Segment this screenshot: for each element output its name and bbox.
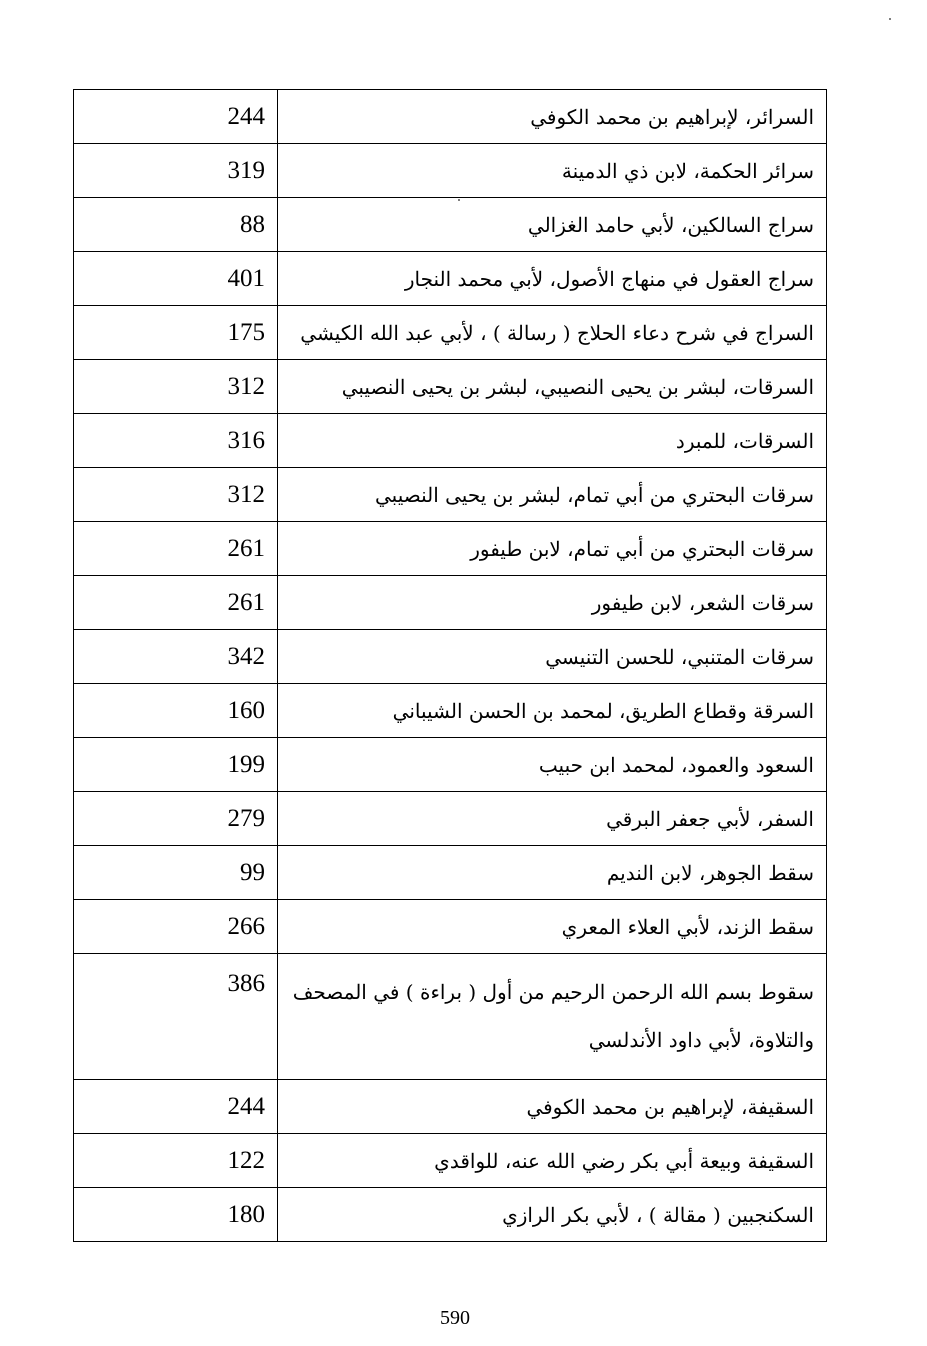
title-cell: سراج السالكين، لأبي حامد الغزالي: [278, 198, 827, 252]
title-cell: سرقات البحتري من أبي تمام، لابن طيفور: [278, 522, 827, 576]
title-cell: السقيفة، لإبراهيم بن محمد الكوفي: [278, 1080, 827, 1134]
index-row: [74, 900, 827, 954]
page-ref-cell: 266: [74, 900, 278, 954]
page-ref-cell: 316: [74, 414, 278, 468]
page-ref-cell: 386: [74, 954, 278, 1080]
index-row: [74, 198, 827, 252]
index-row: [74, 1188, 827, 1242]
scan-speck: [889, 18, 891, 20]
title-cell: سرقات الشعر، لابن طيفور: [278, 576, 827, 630]
index-row: [74, 738, 827, 792]
index-row: [74, 360, 827, 414]
index-row: [74, 90, 827, 144]
page-ref-cell: 261: [74, 576, 278, 630]
index-row: [74, 1134, 827, 1188]
title-cell: سقط الزند، لأبي العلاء المعري: [278, 900, 827, 954]
title-cell: السراج في شرح دعاء الحلاج ( رسالة ) ، لأبي عبد الله الكيشي: [278, 306, 827, 360]
index-row: [74, 306, 827, 360]
title-cell: سرائر الحكمة، لابن ذي الدمينة: [278, 144, 827, 198]
index-row: [74, 576, 827, 630]
page-ref-cell: 122: [74, 1134, 278, 1188]
page-ref-cell: 160: [74, 684, 278, 738]
title-cell: السرقات، لبشر بن يحيى النصيبي، لبشر بن يحيى النصيبي: [278, 360, 827, 414]
title-cell: السرقة وقطاع الطريق، لمحمد بن الحسن الشيباني: [278, 684, 827, 738]
title-cell: السفر، لأبي جعفر البرقي: [278, 792, 827, 846]
index-row: [74, 468, 827, 522]
page-ref-cell: 244: [74, 90, 278, 144]
page-ref-cell: 261: [74, 522, 278, 576]
title-cell: السرقات، للمبرد: [278, 414, 827, 468]
title-cell: السعود والعمود، لمحمد ابن حبيب: [278, 738, 827, 792]
title-cell: السقيفة وبيعة أبي بكر رضي الله عنه، للواقدي: [278, 1134, 827, 1188]
page-ref-cell: 175: [74, 306, 278, 360]
page-ref-cell: 401: [74, 252, 278, 306]
page-ref-cell: 319: [74, 144, 278, 198]
title-cell: سرقات البحتري من أبي تمام، لبشر بن يحيى النصيبي: [278, 468, 827, 522]
index-row: [74, 630, 827, 684]
index-table-body: [74, 90, 827, 1242]
title-cell: السكنجبين ( مقالة ) ، لأبي بكر الرازي: [278, 1188, 827, 1242]
page-ref-cell: 180: [74, 1188, 278, 1242]
index-row: [74, 846, 827, 900]
index-row: [74, 252, 827, 306]
index-row: [74, 522, 827, 576]
page-ref-cell: 244: [74, 1080, 278, 1134]
page-ref-cell: 99: [74, 846, 278, 900]
title-cell: سراج العقول في منهاج الأصول، لأبي محمد النجار: [278, 252, 827, 306]
page-number: 590: [440, 1307, 470, 1329]
index-row: [74, 684, 827, 738]
page-ref-cell: 279: [74, 792, 278, 846]
title-cell: سقط الجوهر، لابن النديم: [278, 846, 827, 900]
title-cell: السرائر، لإبراهيم بن محمد الكوفي: [278, 90, 827, 144]
page-ref-cell: 199: [74, 738, 278, 792]
index-row: [74, 414, 827, 468]
index-table: [73, 89, 827, 1242]
page-ref-cell: 312: [74, 360, 278, 414]
page-ref-cell: 312: [74, 468, 278, 522]
index-row: [74, 792, 827, 846]
index-row: [74, 1080, 827, 1134]
title-cell: سقوط بسم الله الرحمن الرحيم من أول ( براءة ) في المصحف والتلاوة، لأبي داود الأندلسي: [278, 954, 827, 1080]
page-ref-cell: 342: [74, 630, 278, 684]
page-ref-cell: 88: [74, 198, 278, 252]
index-row: [74, 144, 827, 198]
title-cell: سرقات المتنبي، للحسن التنيسي: [278, 630, 827, 684]
index-row: [74, 954, 827, 1080]
